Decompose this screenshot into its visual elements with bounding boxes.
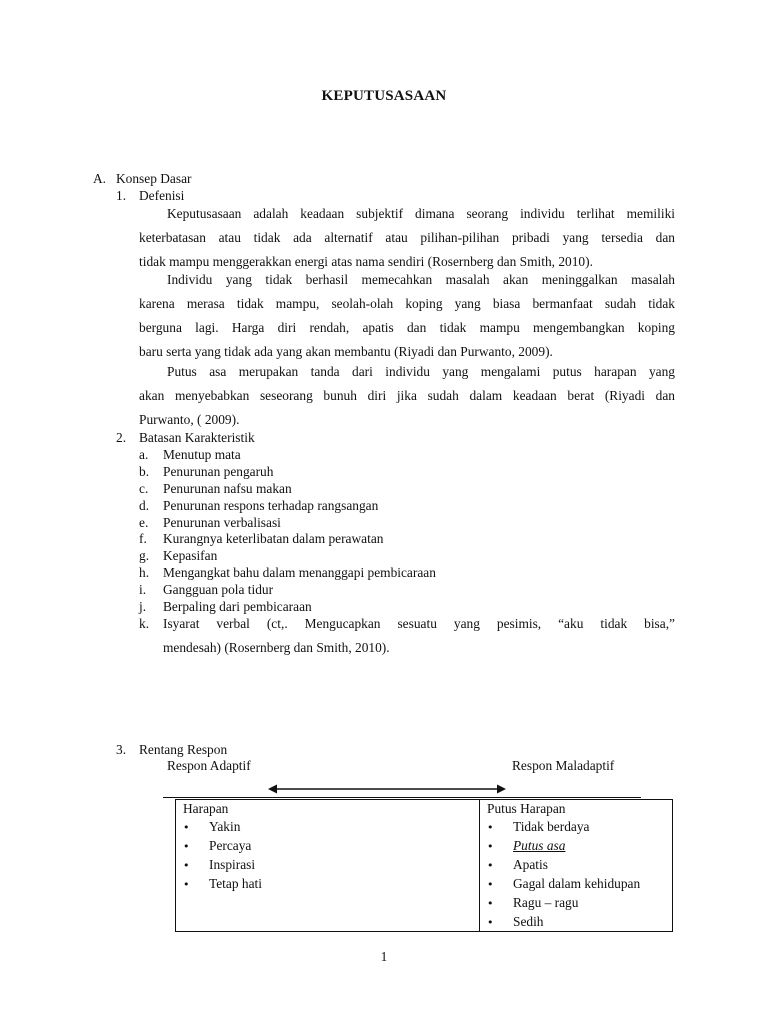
paragraph-line: berguna lagi. Harga diri rendah, apatis dan tidak mampu mengembangkan koping <box>139 320 675 335</box>
list-item-marker: e. <box>139 515 149 530</box>
list-item-text: Apatis <box>513 857 548 872</box>
adaptive-column <box>176 800 480 932</box>
definition-paragraph-2 <box>139 271 675 361</box>
response-maladaptive-label: Respon Maladaptif <box>512 758 615 773</box>
list-item: Menutup mata <box>163 447 241 462</box>
sub3-marker: 3. <box>116 742 127 757</box>
list-item <box>183 874 479 893</box>
bullet-icon <box>487 912 513 932</box>
list-item <box>487 817 672 836</box>
section-a-marker: A. <box>93 171 107 186</box>
list-item <box>183 817 479 836</box>
definition-paragraph-1 <box>139 205 675 271</box>
list-item-text: Tidak berdaya <box>513 819 590 834</box>
bullet-icon <box>487 893 513 913</box>
list-item-marker: f. <box>139 531 147 546</box>
list-item <box>487 874 672 893</box>
bullet-icon <box>487 817 513 837</box>
list-item: Mengangkat bahu dalam menanggapi pembicaraan <box>163 565 436 580</box>
list-item-marker: j. <box>139 599 147 614</box>
list-item-text: Yakin <box>209 819 241 834</box>
list-item: Penurunan verbalisasi <box>163 515 281 530</box>
sub1-marker: 1. <box>116 188 127 203</box>
list-item-text: Tetap hati <box>209 876 262 891</box>
maladaptive-column <box>480 800 673 932</box>
response-adaptive-label: Respon Adaptif <box>167 758 251 773</box>
list-item-text: Sedih <box>513 914 544 929</box>
sub2-marker: 2. <box>116 430 127 445</box>
list-item-text: Percaya <box>209 838 252 853</box>
paragraph-line: Putus asa merupakan tanda dari individu yang mengalami putus harapan yang <box>167 364 675 379</box>
bullet-icon <box>183 817 209 837</box>
list-item-marker: h. <box>139 565 150 580</box>
bullet-icon <box>487 855 513 875</box>
page-number: 1 <box>380 949 388 964</box>
list-item <box>487 893 672 912</box>
maladaptive-column-header: Putus Harapan <box>487 801 566 816</box>
list-item-text: Inspirasi <box>209 857 256 872</box>
list-item: Penurunan nafsu makan <box>163 481 292 496</box>
list-item-marker: k. <box>139 616 150 631</box>
paragraph-line: akan menyebabkan seseorang bunuh diri jika sudah dalam keadaan berat (Riyadi dan <box>139 388 675 403</box>
list-item <box>183 836 479 855</box>
list-item-text: Putus asa <box>513 838 566 853</box>
sub1-label: Defenisi <box>139 188 185 203</box>
paragraph-line: Individu yang tidak berhasil memecahkan masalah akan meninggalkan masalah <box>167 272 675 287</box>
list-item-marker: d. <box>139 498 150 513</box>
bullet-icon <box>183 836 209 856</box>
list-item-text: Ragu – ragu <box>513 895 579 910</box>
sub3-label: Rentang Respon <box>139 742 228 757</box>
paragraph-line: Purwanto, ( 2009). <box>139 412 240 427</box>
paragraph-line: Keputusasaan adalah keadaan subjektif dimana seorang individu terlihat memiliki <box>167 206 675 221</box>
bullet-icon <box>487 836 513 856</box>
section-a-label: Konsep Dasar <box>116 171 192 186</box>
adaptive-column-header: Harapan <box>183 801 229 816</box>
definition-paragraph-3 <box>139 363 675 429</box>
list-item-marker: g. <box>139 548 150 563</box>
list-item: Kepasifan <box>163 548 218 563</box>
list-item <box>487 836 672 855</box>
paragraph-line: tidak mampu menggerakkan energi atas nama sendiri (Rosernberg dan Smith, 2010). <box>139 254 593 269</box>
list-item: Penurunan respons terhadap rangsangan <box>163 498 379 513</box>
list-item <box>487 912 672 931</box>
sub2-label: Batasan Karakteristik <box>139 430 255 445</box>
paragraph-line: keterbatasan atau tidak ada alternatif atau pilihan-pilihan pribadi yang tersedia dan <box>139 230 675 245</box>
list-item <box>183 855 479 874</box>
bullet-icon <box>183 855 209 875</box>
list-item: Berpaling dari pembicaraan <box>163 599 312 614</box>
list-item: Gangguan pola tidur <box>163 582 274 597</box>
list-item: Isyarat verbal (ct,. Mengucapkan sesuatu yang pesimis, “aku tidak bisa,” <box>163 616 675 631</box>
paragraph-line: karena merasa tidak mampu, seolah-olah koping yang biasa bermanfaat sudah tidak <box>139 296 675 311</box>
page-title: KEPUTUSASAAN <box>321 88 447 104</box>
divider-line <box>163 797 641 798</box>
paragraph-line: baru serta yang tidak ada yang akan membantu (Riyadi dan Purwanto, 2009). <box>139 344 553 359</box>
list-item-marker: b. <box>139 464 150 479</box>
list-item-marker: a. <box>139 447 149 462</box>
list-item <box>487 855 672 874</box>
bullet-icon <box>487 874 513 894</box>
list-item-marker: i. <box>139 582 147 597</box>
list-item-text: Gagal dalam kehidupan <box>513 876 641 891</box>
response-range-table <box>175 799 673 932</box>
bullet-icon <box>183 874 209 894</box>
list-item-marker: c. <box>139 481 149 496</box>
list-item-continuation: mendesah) (Rosernberg dan Smith, 2010). <box>163 640 390 655</box>
list-item: Penurunan pengaruh <box>163 464 274 479</box>
list-item: Kurangnya keterlibatan dalam perawatan <box>163 531 384 546</box>
double-arrow-icon <box>268 783 506 795</box>
